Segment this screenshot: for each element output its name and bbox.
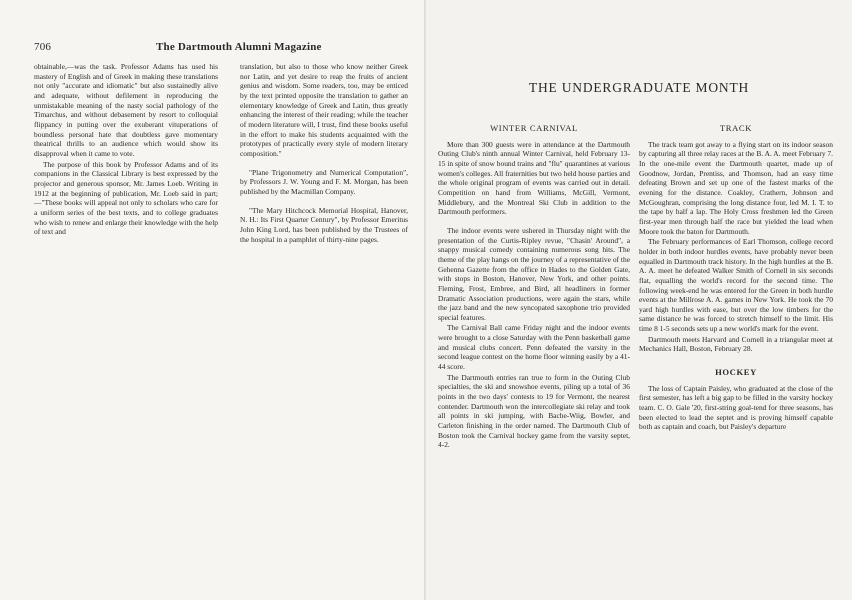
- left-column-1: [34, 62, 218, 237]
- section-heading-hockey: HOCKEY: [715, 367, 757, 378]
- right-page: [426, 0, 852, 600]
- running-head: The Dartmouth Alumni Magazine: [156, 41, 322, 53]
- section-heading-winter-carnival: WINTER CARNIVAL: [490, 123, 578, 133]
- right-column-1: [438, 124, 630, 450]
- paragraph: "The Mary Hitchcock Memorial Hospital, Hanover, N. H.: Its First Quarter Century", by Professor Emeritus John King Lord, has been published by the Trustees of the hospital in a pamphlet of thirty-nine pages.: [240, 205, 408, 244]
- paragraph: The track team got away to a flying start on its indoor season by capturing all three relay races at the B. A. A. meet February 7. In the one-mile event the Dartmouth quartet, made up of Goodnow, Jordan, Prentiss, and Thomson, had an easy time defeating Brown and set up one of the fastest marks of the evening for the distance. Coakley, Crathern, Johnson and McGoughran, comprising the long distance four, led M. I. T. to the tape by half a lap. The Holy Cross freshmen led the Green first-year men through half the race but yielded the lead when Moore took the baton for Dartmouth.: [639, 139, 833, 236]
- paragraph: The purpose of this book by Professor Adams and of its companions in the Classical Library is best expressed by the projector and generous sponsor, Mr. James Loeb. Writing in 1912 at the beginning of publication, Mr. Loeb said in part;—"These books will appeal not only to scholars who care for a uniform series of the best texts, and to college graduates who wish to renew and enlarge their knowledge with the help of text and: [34, 159, 218, 237]
- page-number: 706: [34, 41, 52, 53]
- page-title: THE UNDERGRADUATE MONTH: [528, 80, 750, 95]
- paragraph: The loss of Captain Paisley, who graduated at the close of the first semester, has left a big gap to be filled in the varsity hockey team. C. O. Gale '20, first-string goal-tend for three seasons, has been elected to lead the septet and is proving himself capable both as captain and coach, but Paisley's departure: [639, 383, 833, 432]
- paragraph: translation, but also to those who know neither Greek nor Latin, and yet desire to reap the fruits of ancient genius and wisdom. Some readers, too, may be enticed by the text printed opposite the translation to gather an elementary knowledge of Greek and Latin, thus greatly enhancing the interest of their reading; while the teacher of modern literature will, I trust, find these books useful in the effort to make his students acquainted with the prototypes of practically every style of modern literary composition.": [240, 62, 408, 158]
- right-column-2: [639, 124, 833, 432]
- paragraph: Dartmouth meets Harvard and Cornell in a triangular meet at Mechanics Hall, Boston, February 28.: [639, 334, 833, 354]
- paragraph: The Dartmouth entries ran true to form in the Outing Club specialties, the ski and snowshoe events, piling up a total of 36 points in the two days' contests to 19 for Vermont, the nearest contender. Dartmouth won the intercollegiate ski relay and took all points in ski jumping, with Bache-Wiig, Bowler, and Carleton finishing in the order named. The Dartmouth Club of Boston took the Carnival hockey game from the varsity septet, 4-2.: [438, 372, 630, 450]
- paragraph: More than 300 guests were in attendance at the Dartmouth Outing Club's ninth annual Winter Carnival, held February 13-15 in spite of snow bound trains and "flu" quarantines at various women's colleges. All fraternities but two held house parties and the whole original program of events was carried out in detail. Competition on hand from Williams, McGill, Vermont, Middlebury, and the Montreal Ski Club in addition to the Dartmouth performers.: [438, 139, 630, 217]
- section-heading-track: TRACK: [719, 123, 753, 133]
- paragraph: The February performances of Earl Thomson, college record holder in both indoor hurdles events, have probably never been equalled in Dartmouth track history. In the high hurdles at the B. A. A. meet he defeated Walker Smith of Cornell in six seconds flat, equalling the world's record for the second time. The following week-end he was entered for the Green in both hurdle events at the Millrose A. A. games in New York. He took the 70 yard high hurdles with ease, but over the low timbers for the same distance he was forced to stretch himself to the limit. His time 8 1-5 seconds sets up a new world's mark for the event.: [639, 237, 833, 334]
- paragraph: The Carnival Ball came Friday night and the indoor events were brought to a close Saturday with the Penn basketball game and musical clubs concert. Penn defeated the varsity in the second league contest on the home floor winning easily by a 41-44 score.: [438, 323, 630, 372]
- paragraph: obtainable,—was the task. Professor Adams has used his mastery of English and of Greek in making these translations not only "accurate and idiomatic" but also sustainedly alive and adequate, without defilement in reproducing the unmistakable meaning of the nasty social pathology of the Timarchus, and without debasement by resort to colloquial flippancy in putting over the exuberant vituperations of boundless personal hate that doubtless gave momentary theatrical thrills to an audience which would show its disapproval when it came to vote.: [34, 62, 218, 158]
- left-column-2: [240, 62, 408, 244]
- paragraph: "Plane Trigonometry and Numerical Computation", by Professors J. W. Young and F. M. Morgan, has been published by the Macmillan Company.: [240, 167, 408, 196]
- paragraph: The indoor events were ushered in Thursday night with the presentation of the Curtis-Ripley revue, "Chasin' Around", a snappy musical comedy containing numerous song hits. The theme of the play hangs on the journey of a representative of the Gehenna Gazette from the office in Hades to the Golden Gate, with stops in Boston, Hanover, New York, and other points. Fleming, Frost, Embree, and Bird, all headliners in former Dramatic Association productions, were again the stars, while the jazz band and the new syncopated saxophone trio provided special features.: [438, 225, 630, 322]
